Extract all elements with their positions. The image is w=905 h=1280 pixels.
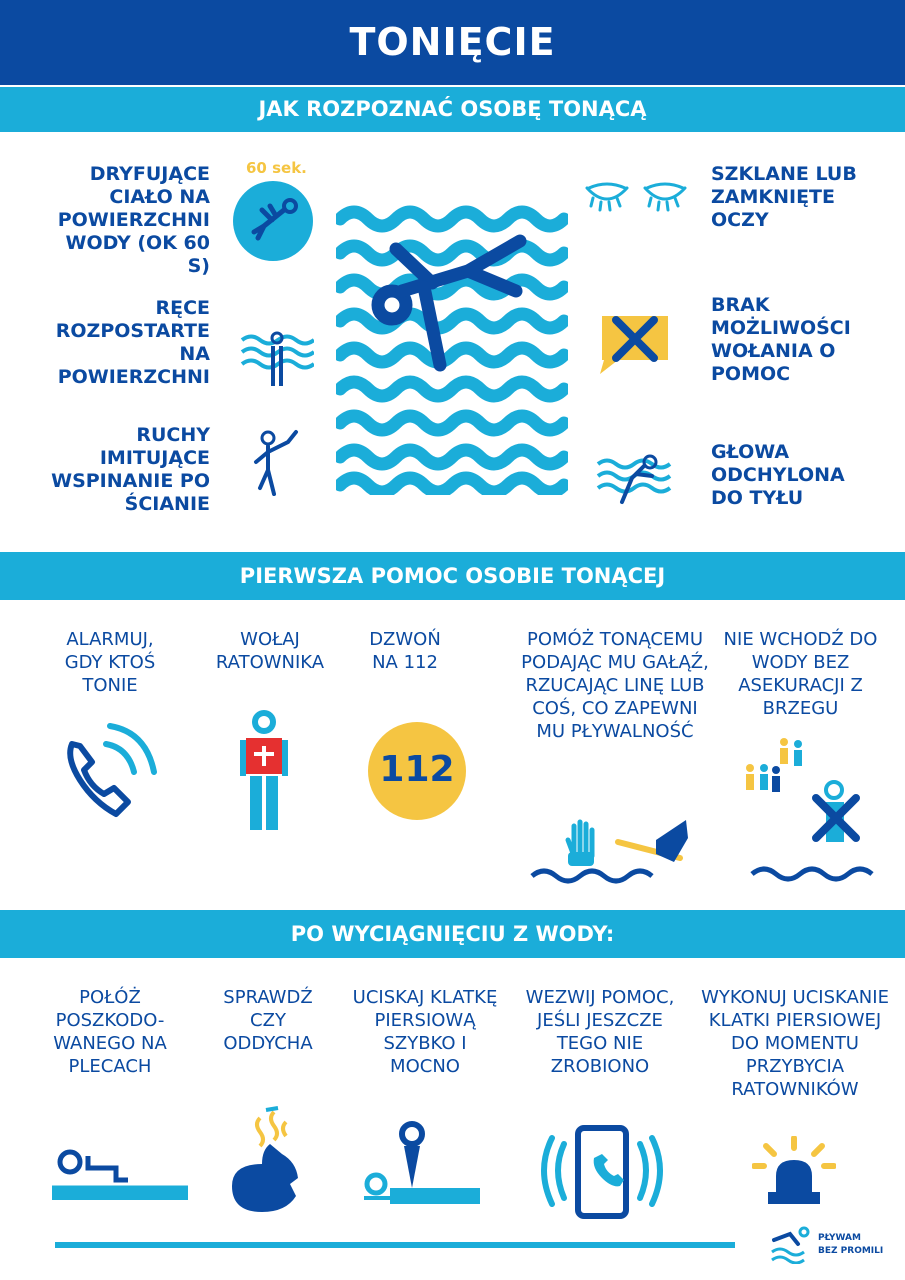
siren-light-icon bbox=[752, 1136, 836, 1208]
brand-line-2: BEZ PROMILI bbox=[818, 1246, 884, 1256]
brand-logo-text bbox=[818, 1232, 883, 1258]
closed-eyes-icon bbox=[583, 180, 693, 216]
emergency-number-badge bbox=[368, 722, 466, 820]
step-check-breathing: SPRAWDŹ CZY ODDYCHA bbox=[223, 987, 313, 1054]
sign-cannot-call: BRAK MOŻLIWOŚCI WOŁANIA O POMOC bbox=[711, 294, 851, 385]
sign-glassy-eyes: SZKLANE LUB ZAMKNIĘTE OCZY bbox=[711, 163, 857, 231]
climbing-person-icon bbox=[248, 428, 303, 498]
swimmer-logo-icon bbox=[770, 1226, 812, 1264]
page-title: TONIĘCIE bbox=[349, 20, 556, 64]
floating-body-icon bbox=[232, 180, 314, 262]
step-alarm: ALARMUJ, GDY KTOŚ TONIE bbox=[64, 629, 156, 696]
phone-handset-icon bbox=[58, 718, 162, 822]
head-tilted-icon bbox=[596, 452, 674, 508]
step-chest-compressions: UCISKAJ KLATKĘ PIERSIOWĄ SZYBKO I MOCNO bbox=[352, 987, 498, 1077]
step-continue-cpr: WYKONUJ UCISKANIE KLATKI PIERSIOWEJ DO MOMENTU PRZYBYCIA RATOWNIKÓW bbox=[701, 987, 889, 1100]
sign-climbing-motion: RUCHY IMITUJĄCE WSPINANIE PO ŚCIANIE bbox=[51, 424, 210, 515]
mobile-phone-icon bbox=[534, 1124, 670, 1220]
sign-arms-spread: RĘCE ROZPOSTARTE NA POWIERZCHNI bbox=[55, 297, 210, 388]
step-lay-on-back: POŁÓŻ POSZKODO- WANEGO NA PLECACH bbox=[53, 987, 167, 1077]
step-call-lifeguard: WOŁAJ RATOWNIKA bbox=[215, 629, 325, 673]
sixty-seconds-badge: 60 sek. bbox=[246, 159, 307, 177]
no-call-speech-icon bbox=[596, 312, 674, 376]
section-heading-recognize: JAK ROZPOZNAĆ OSOBĘ TONĄCĄ bbox=[0, 87, 905, 132]
sign-drifting-body: DRYFUJĄCE CIAŁO NA POWIERZCHNI WODY (OK 60 S) bbox=[57, 163, 210, 277]
helping-hand-stick-icon bbox=[530, 812, 710, 888]
footer-line bbox=[55, 1242, 735, 1248]
chest-compression-icon bbox=[360, 1118, 484, 1214]
person-on-back-icon bbox=[48, 1146, 192, 1206]
step-call-help: WEZWIJ POMOC, JEŚLI JESZCZE TEGO NIE ZROBIONO bbox=[525, 987, 675, 1077]
arms-spread-icon bbox=[240, 330, 314, 388]
check-breathing-icon bbox=[226, 1104, 306, 1216]
step-help-with-branch: POMÓŻ TONĄCEMU PODAJĄC MU GAŁĄŹ, RZUCAJĄC LINĘ LUB COŚ, CO ZAPEWNI MU PŁYWALNOŚĆ bbox=[521, 629, 709, 742]
step-dial-112: DZWOŃ NA 112 bbox=[369, 629, 441, 673]
no-entry-people-icon bbox=[738, 736, 888, 888]
section-heading-first-aid: PIERWSZA POMOC OSOBIE TONĄCEJ bbox=[0, 552, 905, 600]
drowning-waves-illustration bbox=[336, 205, 568, 495]
brand-line-1: PŁYWAM bbox=[818, 1233, 861, 1243]
lifeguard-icon bbox=[236, 708, 292, 830]
emergency-number-text: 112 bbox=[379, 749, 455, 790]
sign-head-tilted: GŁOWA ODCHYLONA DO TYŁU bbox=[711, 441, 845, 509]
section-heading-after-rescue: PO WYCIĄGNIĘCIU Z WODY: bbox=[0, 910, 905, 958]
step-do-not-enter: NIE WCHODŹ DO WODY BEZ ASEKURACJI Z BRZEGU bbox=[723, 629, 878, 719]
